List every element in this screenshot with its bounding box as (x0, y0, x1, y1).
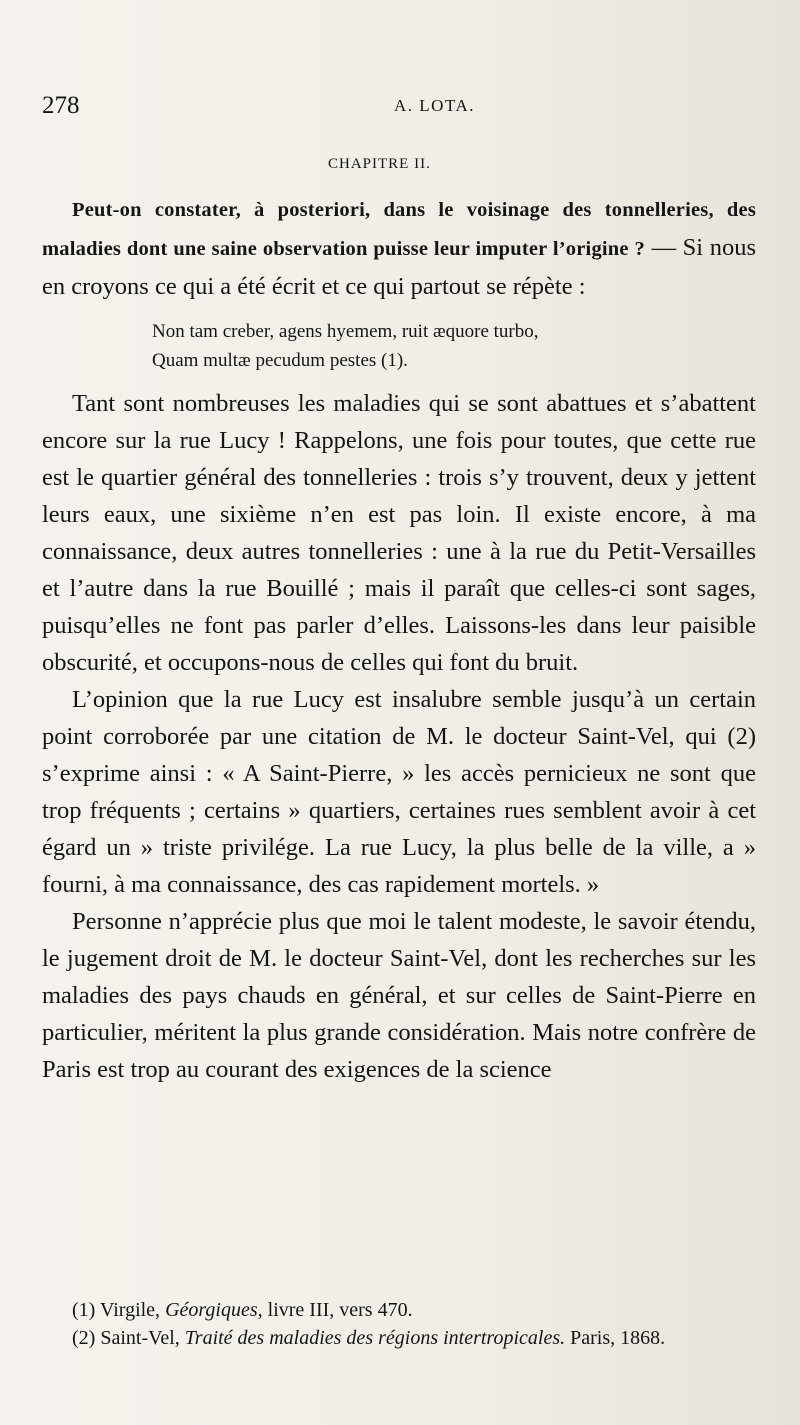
main-text (42, 190, 756, 1088)
paragraph-saint-vel: Personne n’apprécie plus que moi le talent modeste, le savoir étendu, le jugement droit de M. le docteur Saint-Vel, dont les recherches sur les maladies des pays chauds en général, et sur celles de Saint-Pierre en particulier, méritent la plus grande considération. Mais notre confrère de Paris est trop au courant des exigences de la science (42, 908, 756, 1083)
page-number: 278 (42, 92, 80, 119)
footnote-1-mark: (1) (72, 1299, 96, 1321)
intro-paragraph (42, 190, 756, 305)
footnote-2-rest: Paris, 1868. (570, 1327, 666, 1349)
footnote-1-author: Virgile, (99, 1299, 161, 1321)
paragraph-rue-lucy: Tant sont nombreuses les maladies qui se sont abattues et s’abattent encore sur la rue Lucy ! Rappelons, une fois pour toutes, que cette rue est le quartier général des tonnelleries : trois s’y trouvent, deux y jettent leurs eaux, une sixième n’en est pas loin. Il existe encore, à ma connaissance, deux autres tonnelleries : une à la rue du Petit-Versailles et l’autre dans la rue Bouillé ; mais il paraît que celles-ci sont sages, puisqu’elles ne font pas parler d’elles. Laissons-les dans leur paisible obscurité, et occupons-nous de celles qui font du bruit. (42, 390, 756, 676)
footnote-2-mark: (2) (72, 1327, 96, 1349)
verse-line-2: Quam multæ pecudum pestes (1). (152, 350, 408, 371)
chapter-heading: CHAPITRE II. (328, 156, 431, 172)
footnote-1-rest: livre III, vers 470. (267, 1299, 413, 1321)
paragraph-opinion: L’opinion que la rue Lucy est insalubre semble jusqu’à un certain point corroborée par une citation de M. le docteur Saint-Vel, qui (2) s’exprime ainsi : « A Saint-Pierre, » les accès pernicieux ne sont que trop fréquents ; certains » quartiers, certaines rues semblent avoir à cet égard un » triste privilége. La rue Lucy, la plus belle de la ville, a » fourni, à ma connaissance, des cas rapidement mortels. » (42, 686, 756, 898)
running-head: A. LOTA. (394, 96, 475, 115)
latin-verse (152, 317, 756, 375)
verse-line-1: Non tam creber, agens hyemem, ruit æquore turbo, (152, 321, 539, 342)
footnote-2 (42, 1324, 756, 1352)
footnote-2-author: Saint-Vel, (100, 1327, 180, 1349)
footnote-2-work: Traité des maladies des régions intertropicales. (184, 1327, 566, 1349)
intro-text: — Si nous en croyons ce qui a été écrit et ce qui partout se répète : (42, 234, 756, 300)
intro-bold-question: Peut-on constater, à posteriori, dans le voisinage des tonnelleries, des maladies dont une saine observation puisse leur imputer l’origine ? (42, 199, 756, 260)
footnote-1 (42, 1296, 756, 1324)
footnote-1-work: Géorgiques, (165, 1299, 263, 1321)
footnotes (42, 1296, 756, 1352)
page-header (42, 92, 756, 126)
